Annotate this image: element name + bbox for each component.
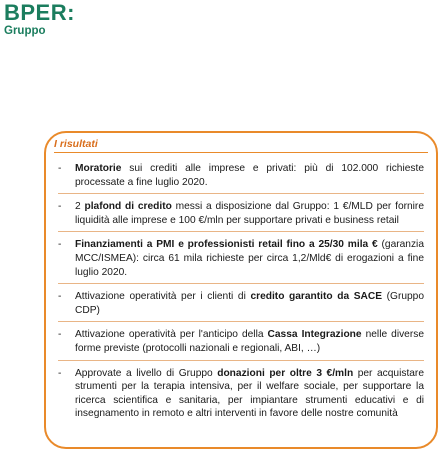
- item-text: sui crediti alle imprese e privati: più di 102.000 richieste processate a fine luglio 2020.: [75, 163, 424, 188]
- item-bold: Cassa Integrazione: [267, 329, 362, 341]
- bullet-dash: -: [58, 367, 62, 379]
- item-bold: donazioni per oltre 3 €/mln: [217, 367, 354, 379]
- item-prefix: Attivazione operatività per l'anticipo della: [75, 329, 268, 341]
- list-item-finanziamenti: [58, 238, 424, 284]
- results-title: I risultati: [54, 138, 98, 150]
- results-list: [58, 162, 424, 427]
- item-text: (Gruppo CDP): [75, 291, 425, 316]
- list-item-donazioni: [58, 367, 424, 421]
- bullet-dash: -: [58, 201, 62, 213]
- item-prefix: Approvate a livello di Gruppo: [75, 367, 218, 379]
- bullet-dash: -: [58, 291, 62, 303]
- item-prefix: 2: [75, 201, 85, 213]
- logo-subtitle: Gruppo: [4, 25, 46, 37]
- item-bold: plafond di credito: [84, 201, 172, 213]
- item-prefix: Attivazione operatività per i clienti di: [75, 291, 251, 303]
- results-box: [44, 131, 438, 449]
- list-item-cassa-integrazione: [58, 328, 424, 360]
- bper-logo: [4, 2, 75, 38]
- logo-name: BPER:: [4, 0, 75, 25]
- item-text: (garanzia MCC/ISMEA): circa 61 mila richieste per circa 1,2/Mld€ di erogazioni a fine luglio 2020.: [75, 239, 424, 278]
- item-bold: credito garantito da SACE: [250, 291, 383, 303]
- bullet-dash: -: [58, 239, 62, 251]
- item-bold: Finanziamenti a PMI e professionisti retail fino a 25/30 mila €: [75, 239, 378, 251]
- list-item-sace: [58, 290, 424, 322]
- item-text: per acquistare strumenti per la terapia intensiva, per il welfare sociale, per supportare la ricerca scientifica e sanitaria, per impiantare strumenti educativi e di insegnamento in remoto e altri interventi in favore delle nostre comunità: [75, 367, 424, 420]
- item-text: messi a disposizione dal Gruppo: 1 €/MLD per fornire liquidità alle imprese e 100 €/mln per supportare privati e business retail: [75, 201, 424, 226]
- list-item-moratorie: [58, 162, 424, 194]
- list-item-plafond: [58, 200, 424, 232]
- title-divider: [54, 152, 428, 153]
- bullet-dash: -: [58, 163, 62, 174]
- item-bold: Moratorie: [75, 163, 122, 174]
- item-text: nelle diverse forme previste (protocolli nazionali e regionali, ABI, …): [75, 329, 424, 354]
- bullet-dash: -: [58, 329, 62, 341]
